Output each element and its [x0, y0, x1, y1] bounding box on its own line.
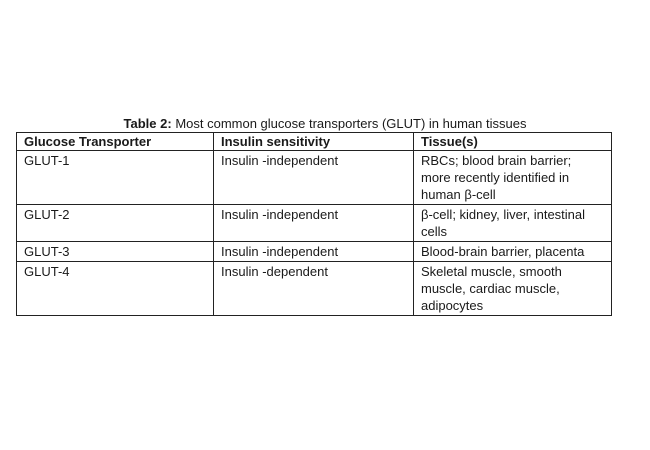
- table-caption-text: Most common glucose transporters (GLUT) in human tissues: [171, 116, 527, 131]
- cell-transporter: GLUT-1: [17, 151, 214, 205]
- tissue-line: adipocytes: [421, 298, 484, 313]
- tissue-line: muscle, cardiac muscle,: [421, 281, 560, 296]
- cell-insulin-sensitivity: Insulin -dependent: [214, 262, 414, 316]
- cell-transporter: GLUT-3: [17, 242, 214, 262]
- cell-tissues: [414, 151, 612, 205]
- tissue-line: RBCs; blood brain barrier;: [421, 153, 572, 168]
- table-row: [17, 262, 612, 316]
- cell-insulin-sensitivity: Insulin -independent: [214, 151, 414, 205]
- header-glucose-transporter: Glucose Transporter: [17, 133, 214, 151]
- header-tissues: Tissue(s): [414, 133, 612, 151]
- tissue-line: more recently identified in: [421, 170, 570, 185]
- table-row: [17, 242, 612, 262]
- cell-insulin-sensitivity: Insulin -independent: [214, 242, 414, 262]
- table-row: [17, 205, 612, 242]
- tissue-line: human β-cell: [421, 187, 496, 202]
- cell-insulin-sensitivity: Insulin -independent: [214, 205, 414, 242]
- tissue-line: cells: [421, 224, 448, 239]
- cell-tissues: [414, 242, 612, 262]
- tissue-line: Skeletal muscle, smooth: [421, 264, 562, 279]
- table-caption-label: Table 2:: [123, 116, 172, 131]
- table-header-row: [17, 133, 612, 151]
- cell-tissues: [414, 262, 612, 316]
- cell-transporter: GLUT-4: [17, 262, 214, 316]
- table-row: [17, 151, 612, 205]
- tissue-line: Blood-brain barrier, placenta: [421, 244, 585, 259]
- table-caption: [0, 116, 650, 131]
- cell-transporter: GLUT-2: [17, 205, 214, 242]
- cell-tissues: [414, 205, 612, 242]
- glucose-transporter-table: [16, 132, 612, 316]
- tissue-line: β-cell; kidney, liver, intestinal: [421, 207, 586, 222]
- header-insulin-sensitivity: Insulin sensitivity: [214, 133, 414, 151]
